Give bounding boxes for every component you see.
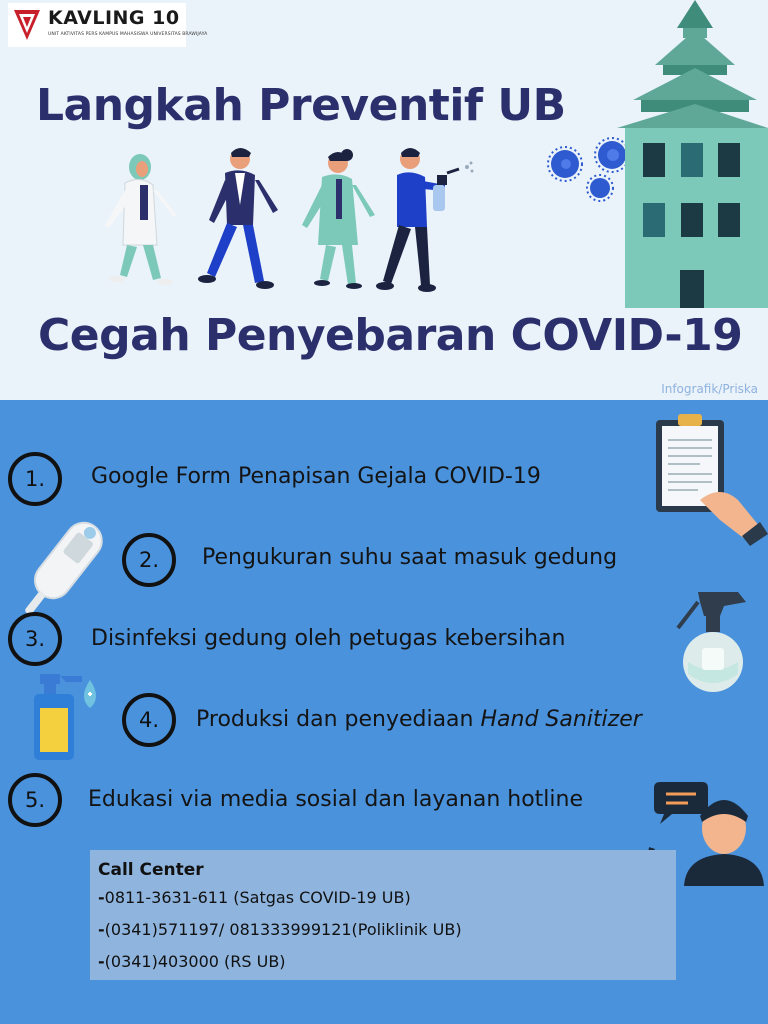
kavling10-logo [8, 3, 208, 47]
step-4-label-plain: Produksi dan penyediaan [196, 707, 481, 732]
step-4-label-italic: Hand Sanitizer [480, 707, 642, 732]
call-center-title: Call Center [98, 860, 204, 880]
step-1-label: Google Form Penapisan Gejala COVID-19 [91, 464, 541, 489]
thermometer-icon [14, 520, 112, 618]
hand-sanitizer-icon [30, 672, 102, 764]
logo-tagline: UNIT AKTIVITAS PERS KAMPUS MAHASISWA UNIVERSITAS BRAWIJAYA [48, 32, 208, 37]
call-center-line: -(0341)403000 (RS UB) [98, 952, 286, 971]
people-walking-illustration [95, 145, 475, 295]
step-3-label: Disinfeksi gedung oleh petugas kebersihan [91, 626, 566, 651]
step-2-number: 2. [122, 533, 176, 587]
logo-brand: KAVLING 10 [48, 7, 180, 29]
clipboard-icon [650, 412, 768, 547]
call-center-line: -0811-3631-611 (Satgas COVID-19 UB) [98, 888, 411, 907]
spray-bottle-icon [668, 588, 748, 694]
call-center-box [90, 850, 676, 980]
page-title-top: Langkah Preventif UB [36, 80, 566, 131]
step-3-number: 3. [8, 612, 62, 666]
step-2-label: Pengukuran suhu saat masuk gedung [202, 545, 618, 570]
call-center-phone: (0341)403000 (RS UB) [104, 952, 286, 971]
call-center-line: -(0341)571197/ 081333999121(Poliklinik UB) [98, 920, 462, 939]
virus-icon [548, 138, 629, 201]
page-title-bottom: Cegah Penyebaran COVID-19 [38, 310, 743, 361]
step-5-number: 5. [8, 773, 62, 827]
infographic-credit: Infografik/Priska [661, 382, 758, 396]
step-4-number: 4. [122, 693, 176, 747]
call-center-phone: (0341)571197/ 081333999121(Poliklinik UB) [104, 920, 462, 939]
building-virus-illustration [545, 0, 768, 310]
step-5-label: Edukasi via media sosial dan layanan hotline [88, 787, 583, 812]
step-4-label [196, 707, 642, 732]
shield-logo-icon [12, 8, 42, 42]
step-1-number: 1. [8, 452, 62, 506]
call-center-phone: 0811-3631-611 (Satgas COVID-19 UB) [104, 888, 411, 907]
